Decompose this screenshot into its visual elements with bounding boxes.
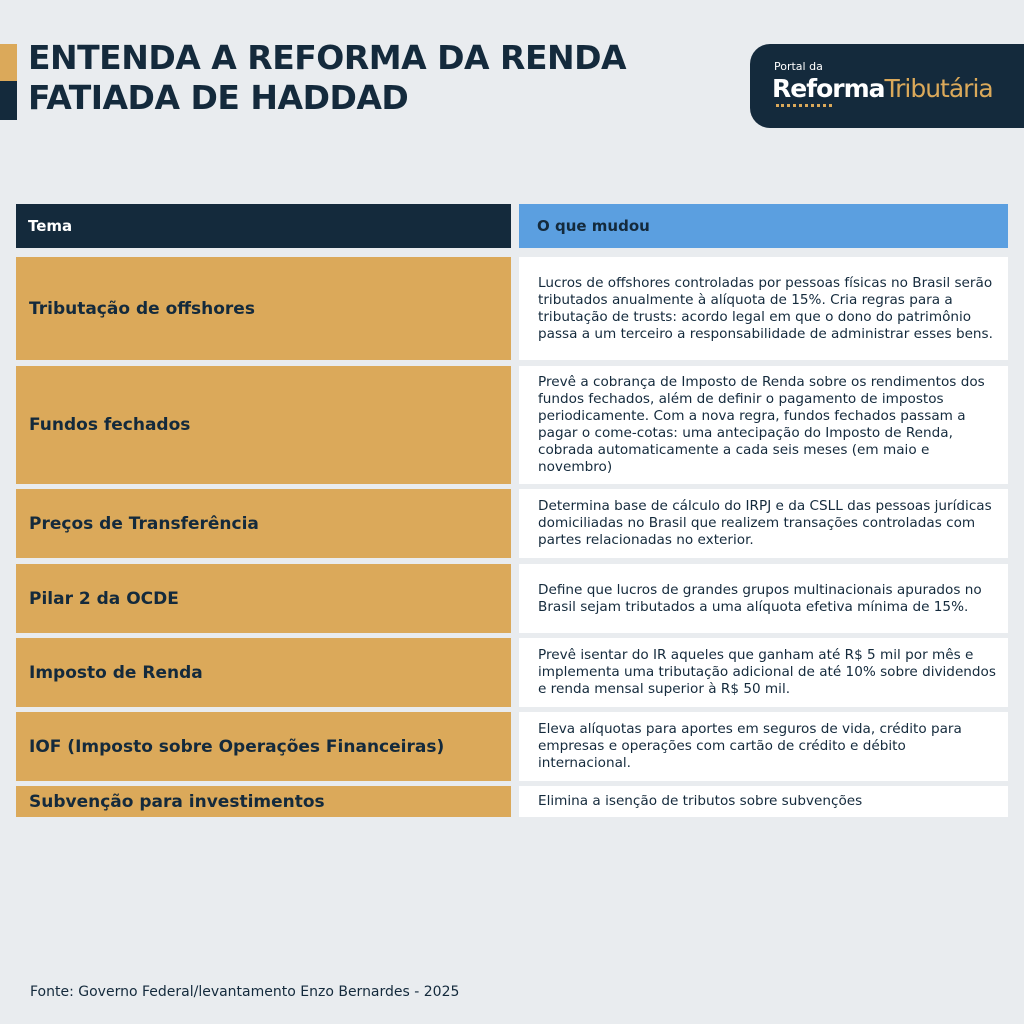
logo-dots-decoration (776, 104, 832, 107)
title-accent-gold (0, 44, 17, 81)
row-tema: IOF (Imposto sobre Operações Financeiras) (16, 712, 511, 781)
source-note: Fonte: Governo Federal/levantamento Enzo Bernardes - 2025 (30, 984, 460, 1000)
title-accent-navy (0, 81, 17, 120)
row-mudou-text: Eleva alíquotas para aportes em seguros de vida, crédito para empresas e operações com cartão de crédito e débito internacional. (538, 721, 962, 771)
logo-small-text: Portal da (774, 60, 823, 73)
table-row (16, 564, 1008, 633)
title-line-2: FATIADA DE HADDAD (28, 78, 409, 117)
row-mudou-text: Elimina a isenção de tributos sobre subvenções (538, 793, 863, 809)
row-mudou-text: Lucros de offshores controladas por pessoas físicas no Brasil serão tributados anualmente à alíquota de 15%. Cria regras para a tributação de trusts: acordo legal em que o dono do patrimônio passa a um terceiro a responsabilidade de administrar esses bens. (538, 274, 993, 342)
row-mudou-text: Determina base de cálculo do IRPJ e da CSLL das pessoas jurídicas domiciliadas no Brasil que realizem transações controladas com partes relacionadas no exterior. (538, 498, 992, 548)
table-row (16, 366, 1008, 484)
row-tema: Tributação de offshores (16, 257, 511, 360)
logo-light-text: Tributária (884, 74, 993, 103)
table-header-tema: Tema (16, 204, 511, 248)
logo-bold-text: Reforma (772, 74, 885, 103)
table-header-o-que-mudou: O que mudou (519, 204, 1008, 248)
row-mudou (519, 366, 1008, 484)
row-tema: Fundos fechados (16, 366, 511, 484)
row-tema: Preços de Transferência (16, 489, 511, 558)
logo-wordmark (772, 74, 993, 103)
row-mudou (519, 638, 1008, 707)
row-mudou (519, 257, 1008, 360)
table-row (16, 712, 1008, 781)
row-mudou-text: Prevê a cobrança de Imposto de Renda sobre os rendimentos dos fundos fechados, além de definir o pagamento de impostos periodicamente. Com a nova regra, fundos fechados passam a pagar o come-cotas: uma antecipação do Imposto de Renda, cobrada automaticamente a cada seis meses (em maio e novembro) (538, 374, 985, 475)
title-line-1: ENTENDA A REFORMA DA RENDA (28, 38, 627, 77)
row-tema: Pilar 2 da OCDE (16, 564, 511, 633)
row-tema: Subvenção para investimentos (16, 786, 511, 817)
table-row (16, 786, 1008, 817)
row-mudou (519, 712, 1008, 781)
row-mudou (519, 786, 1008, 817)
portal-logo (750, 44, 1024, 128)
table-row (16, 257, 1008, 360)
row-tema: Imposto de Renda (16, 638, 511, 707)
row-mudou (519, 489, 1008, 558)
row-mudou-text: Prevê isentar do IR aqueles que ganham até R$ 5 mil por mês e implementa uma tributação adicional de até 10% sobre dividendos e renda mensal superior à R$ 50 mil. (538, 647, 996, 697)
row-mudou (519, 564, 1008, 633)
table-row (16, 638, 1008, 707)
page-title (28, 38, 668, 118)
row-mudou-text: Define que lucros de grandes grupos multinacionais apurados no Brasil sejam tributados a uma alíquota efetiva mínima de 15%. (538, 581, 982, 615)
table-row (16, 489, 1008, 558)
